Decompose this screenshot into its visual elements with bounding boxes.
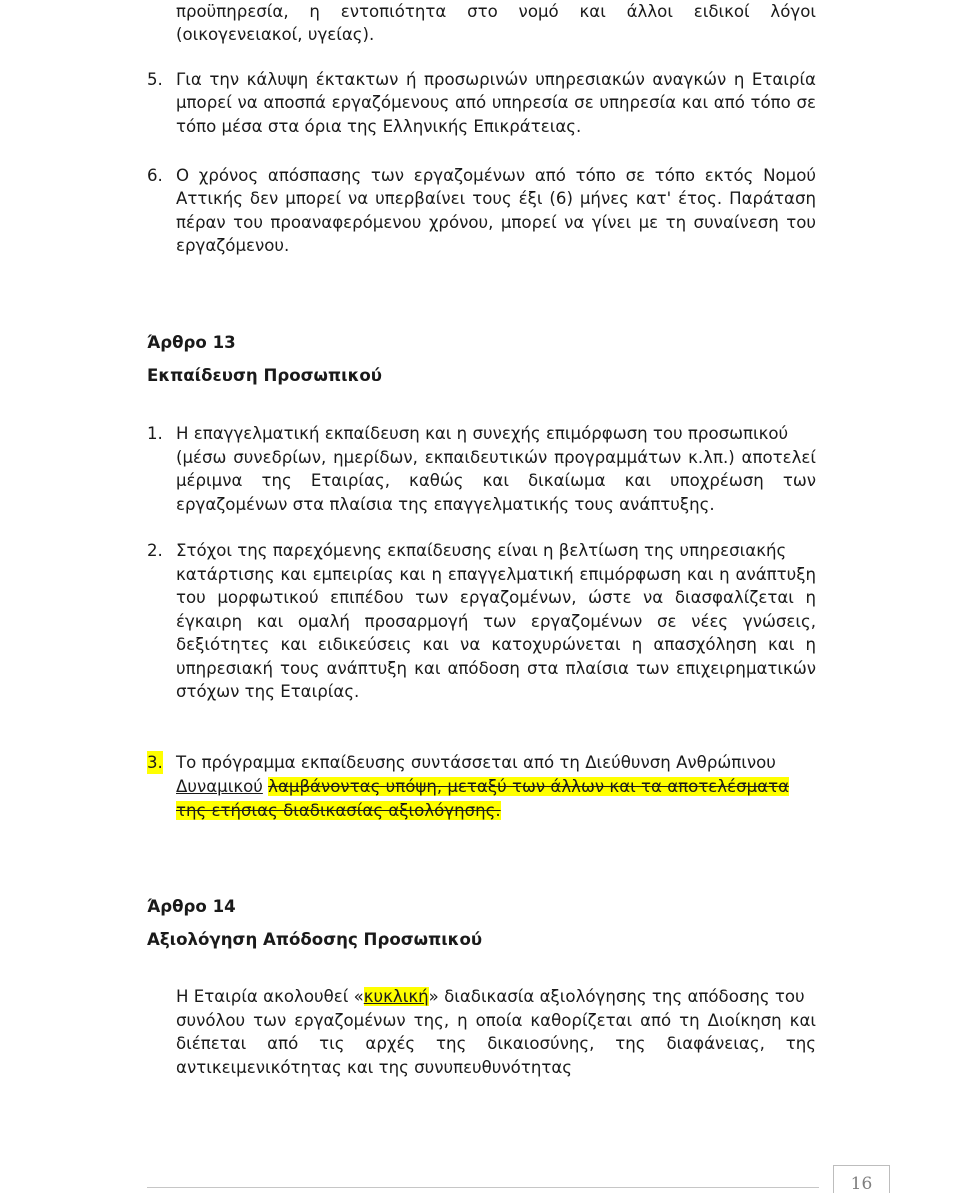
body-paragraph: συνόλου των εργαζομένων της, η οποία καθορίζεται από τη Διοίκηση και διέπεται από τις αρχές της δικαιοσύνης, της διαφάνειας, της αντικειμενικότητας και της συνυπευθυνότητας — [176, 1011, 816, 1077]
item-number: 2. — [147, 541, 163, 560]
article-title: Άρθρο 13 — [147, 333, 236, 352]
list-item-paragraph: κατάρτισης και εμπειρίας και η επαγγελματική επιμόρφωση και η ανάπτυξη του μορφωτικού επιπέδου των εργαζομένων, ώστε να διασφαλίζεται η έγκαιρη και ομαλή προσαρμογή των εργαζομένων σε νέες γνώσεις, δεξιότητες και ειδικεύσεις και να κατοχυρώνεται η απασχόληση και η υπηρεσιακή τους ανάπτυξη και απόδοση στα πλαίσια των επιχειρηματικών στόχων της Εταιρίας. — [176, 565, 816, 702]
text-segment: » διαδικασία αξιολόγησης της απόδοσης του — [428, 987, 805, 1006]
struck-highlighted-text: της ετήσιας διαδικασίας αξιολόγησης. — [176, 801, 501, 820]
highlighted-word: κυκλική — [363, 987, 429, 1006]
list-item-revised-text — [176, 799, 816, 822]
list-item-first-line: Το πρόγραμμα εκπαίδευσης συντάσσεται από τη Διεύθυνση Ανθρώπινου — [176, 753, 776, 772]
item-number-highlighted: 3. — [147, 751, 163, 774]
list-item-paragraph: Ο χρόνος απόσπασης των εργαζομένων από τόπο σε τόπο εκτός Νομού Αττικής δεν μπορεί να υπερβαίνει τους έξι (6) μήνες κατ' έτος. Παράταση πέραν του προαναφερόμενου χρόνου, μπορεί να γίνει με τη συναίνεση του εργαζόμενου. — [176, 166, 816, 256]
item-number: 5. — [147, 70, 163, 89]
article-title: Άρθρο 14 — [147, 897, 236, 916]
list-item-paragraph: Για την κάλυψη έκτακτων ή προσωρινών υπηρεσιακών αναγκών η Εταιρία μπορεί να αποσπά εργαζόμενους από υπηρεσία σε υπηρεσία και από τόπο σε τόπο μέσα στα όρια της Ελληνικής Επικράτειας. — [176, 70, 816, 136]
item-number: 1. — [147, 424, 163, 443]
list-item-first-line: Στόχοι της παρεχόμενης εκπαίδευσης είναι η βελτίωση της υπηρεσιακής — [176, 541, 787, 560]
list-item-paragraph: (μέσω συνεδρίων, ημερίδων, εκπαιδευτικών προγραμμάτων κ.λπ.) αποτελεί μέριμνα της Εταιρίας, καθώς και δικαίωμα και υποχρέωση των εργαζομένων στα πλαίσια της επαγγελματικής τους ανάπτυξης. — [176, 448, 816, 514]
list-item-revised-text — [176, 775, 816, 798]
page-number: 16 — [833, 1165, 890, 1193]
paragraph-first-line — [176, 985, 816, 1008]
text-segment: Η Εταιρία ακολουθεί « — [176, 987, 364, 1006]
struck-highlighted-text: λαμβάνοντας υπόψη, μεταξύ των άλλων και τα αποτελέσματα — [268, 777, 790, 796]
article-subtitle: Αξιολόγηση Απόδοσης Προσωπικού — [147, 930, 483, 949]
list-item-first-line: Η επαγγελματική εκπαίδευση και η συνεχής επιμόρφωση του προσωπικού — [176, 424, 789, 443]
underlined-word: Δυναμικού — [176, 777, 263, 796]
article-subtitle: Εκπαίδευση Προσωπικού — [147, 366, 382, 385]
footer-divider — [147, 1187, 819, 1188]
continuation-paragraph: προϋπηρεσία, η εντοπιότητα στο νομό και άλλοι ειδικοί λόγοι (οικογενειακοί, υγείας). — [176, 2, 816, 45]
item-number: 6. — [147, 166, 163, 185]
